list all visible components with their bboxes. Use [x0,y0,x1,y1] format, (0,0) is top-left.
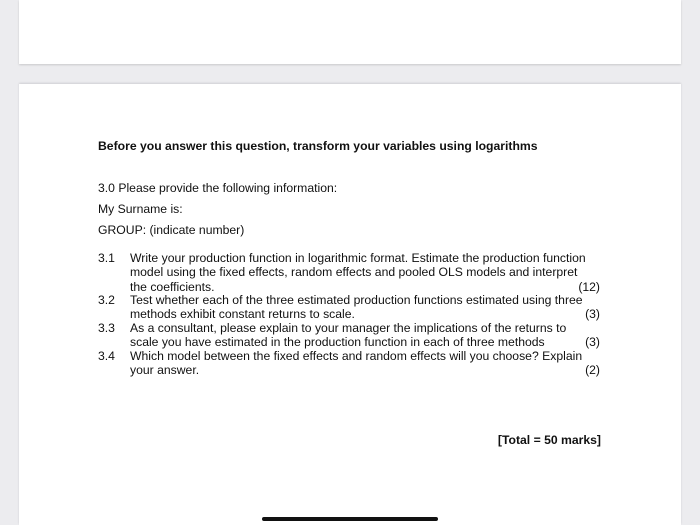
question-text-line: Test whether each of the three estimated production functions estimated using three [130,293,583,307]
question-text-line: model using the fixed effects, random effects and pooled OLS models and interpret [130,265,578,280]
previous-page [19,0,681,64]
instruction-heading: Before you answer this question, transform your variables using logarithms [98,139,538,153]
question-text-line: the coefficients. [130,279,215,294]
question-text-line: scale you have estimated in the production function in each of three methods [130,335,545,350]
question-number: 3.3 [98,321,115,335]
total-marks: [Total = 50 marks] [497,433,601,447]
question-number: 3.2 [98,293,115,307]
question-text-line: Write your production function in logarithmic format. Estimate the production function [130,251,586,265]
group-line: GROUP: (indicate number) [98,223,245,237]
question-marks: (12) [578,279,600,294]
home-indicator-bar[interactable] [262,517,438,521]
info-request-line: 3.0 Please provide the following information: [98,181,338,195]
question-text-line: Which model between the fixed effects and random effects will you choose? Explain [130,349,583,363]
surname-line: My Surname is: [98,202,183,216]
question-text-line: As a consultant, please explain to your manager the implications of the returns to [130,321,567,335]
question-number: 3.1 [98,251,115,265]
question-marks: (3) [585,307,600,322]
question-marks: (3) [585,335,600,350]
question-text-line: your answer. [130,363,200,378]
question-marks: (2) [585,363,600,378]
question-number: 3.4 [98,349,115,363]
question-text-line: methods exhibit constant returns to scale. [130,307,355,322]
